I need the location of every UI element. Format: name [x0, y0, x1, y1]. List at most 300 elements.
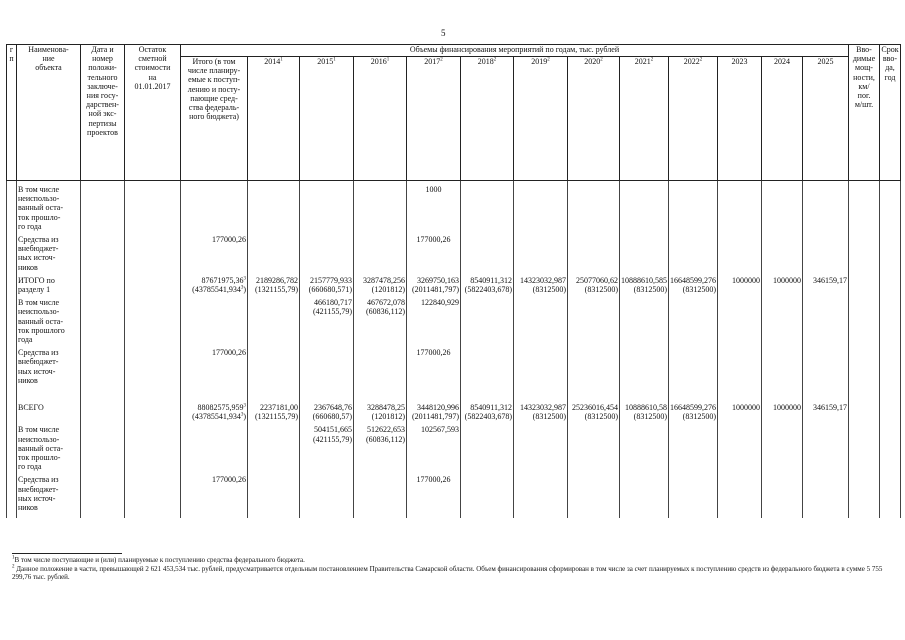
total-value — [182, 475, 246, 484]
year-value: 1000 — [425, 185, 442, 194]
year-value-cell — [620, 272, 669, 294]
year-label: 2020 — [584, 57, 601, 66]
total-main: 87671975,36 — [201, 275, 244, 285]
total-federal-main: (43785541,934 — [192, 285, 241, 295]
year-value-cell — [461, 181, 514, 232]
table-row — [7, 344, 901, 385]
row-label: ВСЕГО — [17, 385, 81, 421]
term-cell — [880, 385, 901, 421]
year-value-cell — [407, 385, 461, 421]
financing-table — [6, 44, 901, 518]
year-value: 8540911,312 — [470, 275, 512, 285]
year-value: 1000000 — [732, 403, 760, 413]
total-main: 88082575,959 — [197, 403, 244, 413]
table-row — [7, 231, 901, 272]
footnote-divider — [12, 553, 122, 554]
col-year-header — [300, 57, 354, 181]
total-cell — [181, 272, 248, 294]
year-federal-value: (421155,79) — [312, 434, 352, 444]
spacer-cell — [718, 512, 762, 518]
year-value-cell — [514, 294, 568, 344]
year-value-cell — [248, 294, 300, 344]
year-value: 16648599,276 — [670, 403, 716, 413]
capacity-cell — [849, 272, 880, 294]
year-value-cell — [514, 421, 568, 471]
year-value-cell — [669, 344, 718, 385]
year-value-cell — [669, 181, 718, 232]
date-cell — [81, 272, 125, 294]
year-value-cell — [354, 231, 407, 272]
year-value: 467672,078 — [367, 298, 405, 308]
year-value: 10888610,585 — [621, 275, 667, 285]
year-value-cell — [803, 181, 849, 232]
total-cell — [181, 231, 248, 272]
remainder-cell — [125, 231, 181, 272]
table-spacer-row — [7, 512, 901, 518]
table-row — [7, 471, 901, 512]
year-value-cell — [762, 231, 803, 272]
year-value-cell — [718, 385, 762, 421]
year-value-cell — [407, 471, 461, 512]
col-year-header — [620, 57, 669, 181]
year-value: 512622,653 — [367, 425, 405, 435]
date-cell — [81, 471, 125, 512]
year-value: 10888610,58 — [625, 403, 667, 413]
year-value-cell — [514, 231, 568, 272]
col-index-header: г п — [7, 45, 17, 181]
total-value — [182, 403, 246, 412]
capacity-cell — [849, 344, 880, 385]
table-row — [7, 385, 901, 421]
year-value: 8540911,312 — [470, 403, 512, 413]
page-number: 5 — [441, 28, 446, 38]
capacity-cell — [849, 294, 880, 344]
year-value-cell — [669, 471, 718, 512]
term-cell — [880, 231, 901, 272]
total-mark: 3 — [243, 403, 246, 409]
col-date-header: Дата и номер положи- тельного заключе- ния госу- дарствен- ной экс- пертизы проектов — [81, 45, 125, 181]
total-cell — [181, 181, 248, 232]
year-value: 1000000 — [773, 403, 801, 413]
year-value-cell — [620, 421, 669, 471]
year-value: 25077060,62 — [576, 275, 618, 285]
year-value-cell — [407, 421, 461, 471]
year-value: 346159,17 — [813, 275, 847, 285]
year-label: 2018 — [477, 57, 494, 66]
year-value-cell — [718, 421, 762, 471]
row-index-cell — [7, 385, 17, 421]
year-label: 2017 — [424, 57, 441, 66]
row-label: В том числе неиспользо- ванный оста- ток прошлого года — [17, 294, 81, 344]
footnote — [12, 565, 892, 582]
year-value-cell — [461, 231, 514, 272]
footnote-text: Данное положение в части, превышающей 2 621 453,534 тыс. рублей, предусматривается отдельным постановлением Правительства Самарской области. Объем финансирования сформирован в том числе за счет планируемых к поступлению средств из федерального бюджета в сумме 5 755 299,76 тыс. рублей. — [12, 564, 883, 582]
spacer-cell — [17, 512, 81, 518]
year-value: 3448120,996 — [417, 403, 459, 413]
remainder-cell — [125, 344, 181, 385]
year-value-cell — [620, 344, 669, 385]
year-federal-value: (60836,112) — [365, 307, 405, 317]
total-cell — [181, 421, 248, 471]
remainder-cell — [125, 272, 181, 294]
year-label: 2019 — [531, 57, 548, 66]
spacer-cell — [125, 512, 181, 518]
year-footnote-mark: 2 — [699, 57, 703, 63]
remainder-cell — [125, 471, 181, 512]
year-value: 14323032,987 — [520, 403, 566, 413]
total-main: 177000,26 — [212, 235, 246, 245]
year-footnote-mark: 2 — [547, 57, 550, 63]
row-label: Средства из внебюджет- ных источ- ников — [17, 344, 81, 385]
year-value-cell — [762, 181, 803, 232]
year-federal-value: (1321155,79) — [254, 412, 298, 422]
col-year-header — [762, 57, 803, 181]
year-footnote-mark: 1 — [386, 57, 390, 63]
year-value-cell — [568, 471, 620, 512]
year-value: 25236016,454 — [572, 403, 618, 413]
total-federal-tail: ) — [243, 285, 246, 295]
year-federal-value: (8312500) — [682, 285, 716, 295]
year-value-cell — [568, 294, 620, 344]
year-value-cell — [762, 344, 803, 385]
year-value: 1000000 — [773, 275, 801, 285]
year-value-cell — [620, 385, 669, 421]
year-value-cell — [568, 231, 620, 272]
year-value-cell — [669, 294, 718, 344]
year-federal-value: (8312500) — [584, 412, 618, 422]
year-value-cell — [669, 272, 718, 294]
year-value-cell — [762, 471, 803, 512]
year-value-cell — [620, 231, 669, 272]
year-value-cell — [514, 385, 568, 421]
year-value-cell — [803, 385, 849, 421]
year-label: 2021 — [634, 57, 651, 66]
year-value-cell — [300, 344, 354, 385]
year-value-cell — [803, 294, 849, 344]
term-cell — [880, 421, 901, 471]
year-value: 2189286,782 — [256, 275, 298, 285]
spacer-cell — [7, 512, 17, 518]
date-cell — [81, 231, 125, 272]
year-federal-value: (2011481,797) — [411, 285, 459, 295]
row-label: Средства из внебюджет- ных источ- ников — [17, 471, 81, 512]
spacer-cell — [514, 512, 568, 518]
footnote-mark: 1 — [12, 555, 15, 561]
date-cell — [81, 385, 125, 421]
year-value: 122840,929 — [421, 298, 459, 308]
year-value-cell — [300, 421, 354, 471]
year-label: 2024 — [774, 57, 790, 66]
year-footnote-mark: 2 — [650, 57, 654, 63]
year-value-cell — [762, 421, 803, 471]
year-federal-value: (660680,571) — [308, 285, 352, 295]
footnote — [12, 556, 892, 565]
year-value-cell — [300, 471, 354, 512]
total-cell — [181, 385, 248, 421]
spacer-cell — [669, 512, 718, 518]
year-value-cell — [248, 231, 300, 272]
year-value-cell — [718, 272, 762, 294]
year-value-cell — [669, 421, 718, 471]
year-value-cell — [762, 385, 803, 421]
year-value: 466180,717 — [314, 298, 352, 308]
capacity-cell — [849, 385, 880, 421]
year-federal-value: (8312500) — [682, 412, 716, 422]
capacity-cell — [849, 471, 880, 512]
year-footnote-mark: 2 — [600, 57, 603, 63]
total-federal-tail: ) — [243, 412, 246, 422]
spacer-cell — [849, 512, 880, 518]
year-federal-value: (2011481,797) — [411, 412, 459, 422]
year-value-cell — [718, 231, 762, 272]
year-value-cell — [354, 471, 407, 512]
row-label: В том числе неиспользо- ванный оста- ток прошло- го года — [17, 421, 81, 471]
row-index-cell — [7, 471, 17, 512]
year-value-cell — [803, 344, 849, 385]
year-label: 2015 — [317, 57, 334, 66]
year-value-cell — [461, 385, 514, 421]
col-total-header: Итого (в том числе планиру- емые к поступ- лению и посту- пающие сред- ства федераль- ного бюджета) — [181, 57, 248, 181]
total-value — [182, 235, 246, 244]
year-federal-value: (8312500) — [633, 285, 667, 295]
total-cell — [181, 344, 248, 385]
year-value-cell — [461, 344, 514, 385]
table-row — [7, 181, 901, 232]
row-index-cell — [7, 272, 17, 294]
col-year-header — [669, 57, 718, 181]
year-value-cell — [568, 181, 620, 232]
year-federal-value: (5822403,678) — [464, 412, 512, 422]
col-group-header: Объемы финансирования мероприятий по годам, тыс. рублей — [181, 45, 849, 57]
year-value-cell — [248, 385, 300, 421]
col-remainder-header: Остаток сметной стоимости на 01.01.2017 — [125, 45, 181, 181]
year-value-cell — [461, 421, 514, 471]
year-value-cell — [248, 272, 300, 294]
col-year-header — [718, 57, 762, 181]
year-footnote-mark: 1 — [333, 57, 336, 63]
year-value-cell — [248, 344, 300, 385]
year-value-cell — [762, 294, 803, 344]
remainder-cell — [125, 294, 181, 344]
year-value-cell — [300, 294, 354, 344]
term-cell — [880, 294, 901, 344]
year-value-cell — [300, 272, 354, 294]
year-label: 2014 — [264, 57, 281, 66]
year-federal-value: (1201812) — [371, 412, 405, 422]
total-federal-mark: 3 — [240, 285, 244, 291]
year-value-cell — [568, 421, 620, 471]
header-row-1 — [7, 45, 901, 57]
date-cell — [81, 344, 125, 385]
table-row — [7, 272, 901, 294]
row-label: ИТОГО по разделу 1 — [17, 272, 81, 294]
year-value-cell — [354, 421, 407, 471]
year-value-cell — [803, 231, 849, 272]
spacer-cell — [880, 512, 901, 518]
year-value-cell — [354, 181, 407, 232]
year-value-cell — [407, 344, 461, 385]
row-label: В том числе неиспользо- ванный оста- ток прошло- го года — [17, 181, 81, 232]
year-value: 102567,593 — [421, 425, 459, 435]
remainder-cell — [125, 385, 181, 421]
date-cell — [81, 294, 125, 344]
year-value-cell — [407, 231, 461, 272]
total-federal-main: (43785541,934 — [192, 412, 241, 422]
total-federal — [182, 285, 246, 294]
date-cell — [81, 181, 125, 232]
year-value: 14323032,987 — [520, 275, 566, 285]
capacity-cell — [849, 181, 880, 232]
year-label: 2025 — [817, 57, 834, 66]
year-value-cell — [354, 294, 407, 344]
year-value: 3287478,256 — [363, 275, 405, 285]
footnote-text: В том числе поступающие и (или) планируемые к поступлению средства федерального бюджета. — [14, 556, 305, 564]
year-federal-value: (8312500) — [532, 412, 566, 422]
year-value-cell — [248, 181, 300, 232]
year-value-cell — [354, 385, 407, 421]
total-federal — [182, 412, 246, 421]
spacer-cell — [461, 512, 514, 518]
term-cell — [880, 471, 901, 512]
col-capacity-header: Вво- димые мощ- ности, км/ пог. м/шт. — [849, 45, 880, 181]
year-federal-value: (1321155,79) — [254, 285, 298, 295]
year-value-cell — [514, 272, 568, 294]
term-cell — [880, 344, 901, 385]
date-cell — [81, 421, 125, 471]
year-federal-value: (660680,57) — [312, 412, 352, 422]
col-year-header — [407, 57, 461, 181]
year-value-cell — [620, 294, 669, 344]
year-value-cell — [514, 181, 568, 232]
spacer-cell — [407, 512, 461, 518]
year-value: 2237181,00 — [260, 403, 298, 413]
col-name-header: Наименова- ние объекта — [17, 45, 81, 181]
year-federal-value: (421155,79) — [312, 307, 352, 317]
total-value — [182, 348, 246, 357]
term-cell — [880, 181, 901, 232]
year-federal-value: (60836,112) — [365, 434, 405, 444]
col-year-header — [461, 57, 514, 181]
remainder-cell — [125, 181, 181, 232]
year-federal-value: (8312500) — [532, 285, 566, 295]
col-year-header — [568, 57, 620, 181]
year-value-cell — [514, 344, 568, 385]
capacity-cell — [849, 231, 880, 272]
total-main: 177000,26 — [212, 475, 246, 485]
year-value-cell — [300, 231, 354, 272]
year-value: 504151,665 — [314, 425, 352, 435]
year-value: 3269750,163 — [417, 275, 459, 285]
remainder-cell — [125, 421, 181, 471]
year-federal-value: (8312500) — [633, 412, 667, 422]
year-value-cell — [354, 344, 407, 385]
year-value-cell — [718, 294, 762, 344]
year-value: 177000,26 — [416, 348, 451, 358]
year-footnote-mark: 1 — [280, 57, 283, 63]
year-federal-value: (8312500) — [584, 285, 618, 295]
spacer-cell — [803, 512, 849, 518]
spacer-cell — [354, 512, 407, 518]
year-value: 2157779,933 — [310, 275, 352, 285]
year-value: 3288478,25 — [367, 403, 405, 413]
year-value-cell — [803, 471, 849, 512]
year-value-cell — [718, 344, 762, 385]
year-value-cell — [407, 294, 461, 344]
year-value-cell — [514, 471, 568, 512]
year-value-cell — [461, 294, 514, 344]
year-value: 177000,26 — [416, 235, 451, 245]
year-value-cell — [620, 471, 669, 512]
spacer-cell — [81, 512, 125, 518]
year-value-cell — [461, 272, 514, 294]
total-mark: 3 — [243, 276, 246, 282]
row-label: Средства из внебюджет- ных источ- ников — [17, 231, 81, 272]
year-value-cell — [354, 272, 407, 294]
total-value — [182, 276, 246, 285]
row-index-cell — [7, 294, 17, 344]
year-value-cell — [300, 385, 354, 421]
col-year-header — [248, 57, 300, 181]
year-value-cell — [568, 385, 620, 421]
year-value-cell — [568, 272, 620, 294]
total-cell — [181, 294, 248, 344]
year-label: 2022 — [683, 57, 700, 66]
year-value-cell — [248, 471, 300, 512]
footnote-mark: 2 — [12, 564, 15, 570]
year-value-cell — [718, 471, 762, 512]
term-cell — [880, 272, 901, 294]
total-main: 177000,26 — [212, 348, 246, 358]
year-value: 2367648,76 — [314, 403, 352, 413]
col-year-header — [514, 57, 568, 181]
year-value: 346159,17 — [813, 403, 847, 413]
spacer-cell — [248, 512, 300, 518]
year-label: 2023 — [731, 57, 748, 66]
year-value-cell — [568, 344, 620, 385]
year-value-cell — [300, 181, 354, 232]
year-value-cell — [248, 421, 300, 471]
total-cell — [181, 471, 248, 512]
row-index-cell — [7, 231, 17, 272]
spacer-cell — [568, 512, 620, 518]
year-federal-value: (1201812) — [371, 285, 405, 295]
year-value-cell — [803, 272, 849, 294]
year-federal-value: (5822403,678) — [464, 285, 512, 295]
spacer-cell — [762, 512, 803, 518]
spacer-cell — [620, 512, 669, 518]
year-value-cell — [461, 471, 514, 512]
year-value: 1000000 — [732, 275, 760, 285]
year-value: 16648599,276 — [670, 275, 716, 285]
table-row — [7, 294, 901, 344]
row-index-cell — [7, 181, 17, 232]
year-value-cell — [407, 272, 461, 294]
footnotes — [12, 553, 892, 582]
col-year-header — [354, 57, 407, 181]
year-footnote-mark: 2 — [440, 57, 443, 63]
year-label: 2016 — [370, 57, 387, 66]
year-value: 177000,26 — [416, 475, 451, 485]
year-value-cell — [669, 385, 718, 421]
spacer-cell — [300, 512, 354, 518]
total-federal-mark: 3 — [240, 412, 244, 418]
year-value-cell — [803, 421, 849, 471]
year-value-cell — [669, 231, 718, 272]
year-value-cell — [762, 272, 803, 294]
row-index-cell — [7, 344, 17, 385]
table-row — [7, 421, 901, 471]
year-value-cell — [620, 181, 669, 232]
